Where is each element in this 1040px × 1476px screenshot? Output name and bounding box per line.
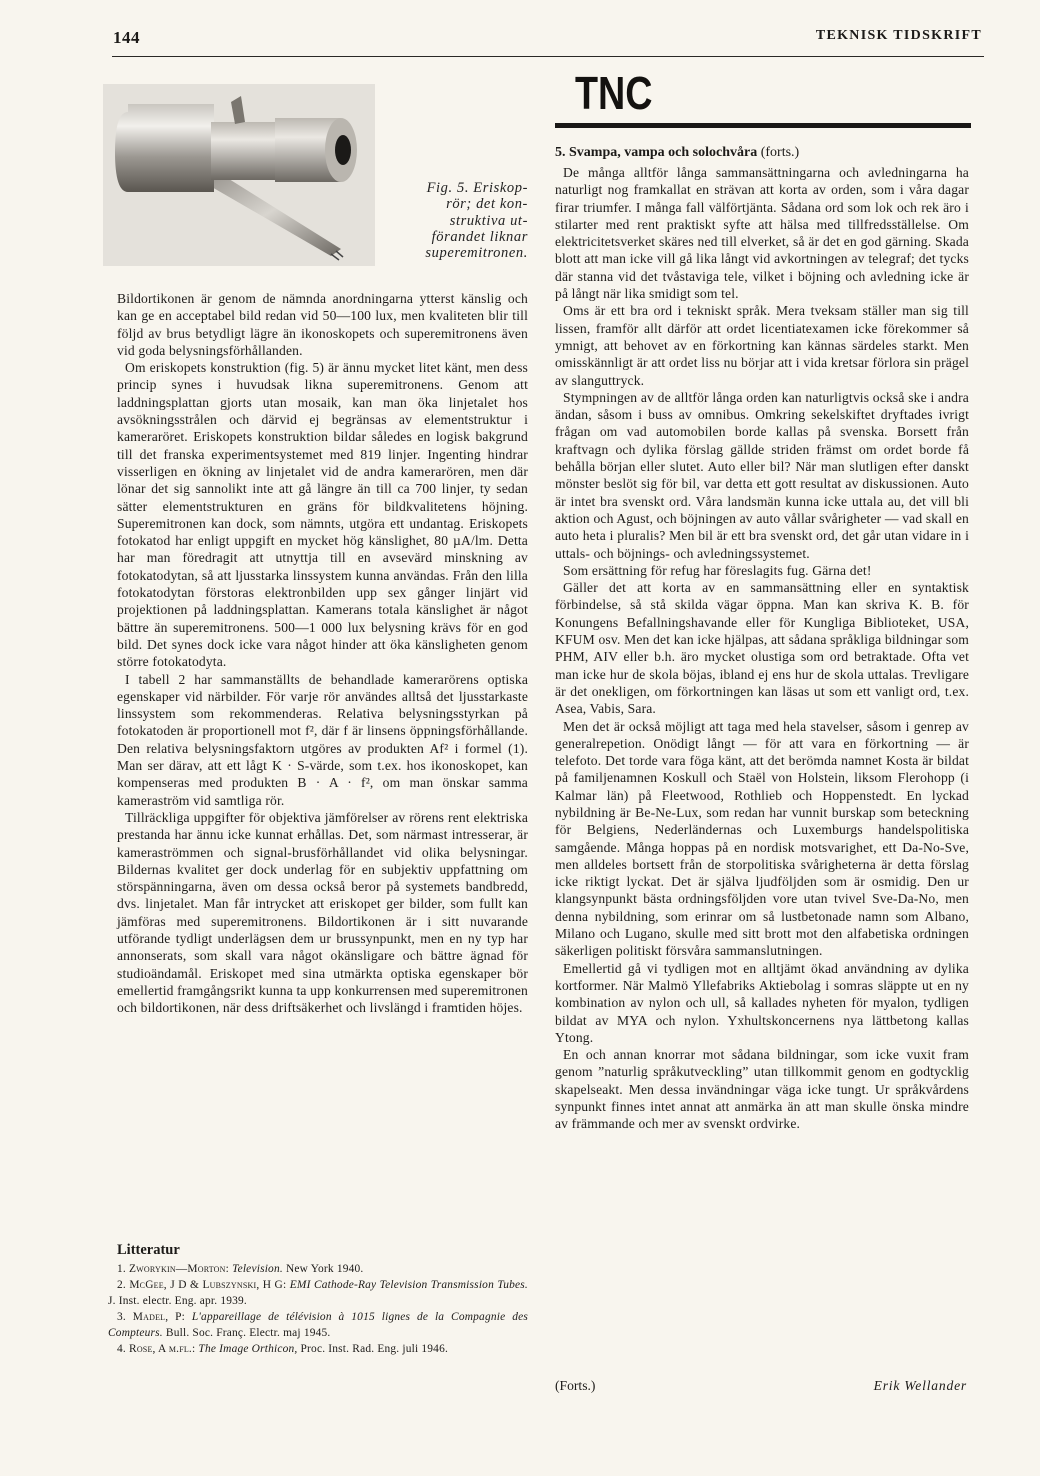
reference-source: Bull. Soc. Franç. Electr. maj 1945. xyxy=(165,1326,331,1339)
reference-number: 2. xyxy=(117,1278,126,1291)
reference-number: 1. xyxy=(117,1263,126,1275)
paragraph: Bildortikonen är genom de nämnda anordningarna ytterst känslig och kan ge en acceptabel bild redan vid 50—100 lux, men kvaliteten blir till följd av brus betydligt lägre än ikonoskopets och superemitronens även vid goda belysningsförhållanden. xyxy=(117,291,528,358)
reference-title: L'appareillage de télévision à 1015 lignes de la Compagnie des Compteurs. xyxy=(108,1310,528,1339)
figure-caption xyxy=(406,180,528,261)
figure-caption-line: struktiva ut- xyxy=(449,212,528,229)
reference-number: 3. xyxy=(117,1310,126,1323)
reference-title: Television. xyxy=(232,1263,283,1275)
reference-authors: Rose, A m.fl.: xyxy=(129,1342,196,1355)
paragraph: Gäller det att korta av en sammansättning eller en syntaktisk förbindelse, så stå skilda vägar öppna. Man kan skriva K. B. för Konungens Befallningshavande eller för Kungliga Biblioteket, USA, KFUM osv. Men det kan icke hjälpas, att sådana språkliga bildningar som PHM, AIV eller b.h. äro mycket olustiga som ord betraktade. Ofta vet man icke hur de skola böjas, ibland ej ens hur de skola uttalas. Trevligare är det onekligen, om förkortningen kan läsas ut som ett vanligt ord, t.ex. Asea, Vabis, Sara. xyxy=(555,580,969,717)
paragraph: I tabell 2 har sammanställts de behandlade kamerarörens optiska egenskaper vid närbilder. För varje rör användes alltså det ljusstarkaste linssystem som rekommenderas. Relativa belysningsstyrkan på fotokatoden är proportionell mot f², där f är linsens öppningsförhållande. Den relativa belysningsfaktorn utgöres av produkten Af² i formel (1). Man ser därav, att ett lågt K · S-värde, som t.ex. hos ikonoskopet, kan kompenseras med produkten B · A · f², om man önskar samma kameraström vid samtliga rör. xyxy=(117,671,528,808)
section-title-tnc: TNC xyxy=(575,67,653,119)
section-heading xyxy=(555,145,975,161)
paragraph: Stympningen av de alltför långa orden kan naturligtvis också ske i andra ändan, såsom i buss av omnibus. Omkring sekelskiftet dryftades ivrigt frågan om vad automobilen borde kallas på svenska. Borsett från kraftvagn och dylika förslag gällde striden främst om ordet borde få behålla början eller slutet. Auto eller bil? När man slutligen efter danskt mönster beslöt sig för bil, var detta ett gott resultat av diskussionen. Auto är intet bra svenskt ord. Våra landsmän kunna icke uttala au, det vill bli aktion och Agust, och böjningen av auto vållar svårigheter — vad skall en auto heta i pluralis? Men bil är ett bra svenskt ord, det går utan vidare in i uttals- och böjnings- och avledningssystemet. xyxy=(555,389,969,561)
reference-authors: McGee, J D & Lubszynski, H G: xyxy=(129,1278,287,1291)
reference-source: Proc. Inst. Rad. Eng. juli 1946. xyxy=(300,1342,449,1355)
paragraph: Men det är också möjligt att taga med hela stavelser, såsom i genrep av generalrepetion. Onödigt långt — för att vara en förkortning — är telefoto. Det torde vara föga känt, att det berömda namnet Kosta är bildat på familjenamnen Koskull och Staël von Holstein, liksom Flerohopp (i Kalmar län) på Fleetwood, Rothlieb och Hoppenstedt. En lyckad nybildning är Be-Ne-Lux, som redan har vunnit burskap som beteckning för Belgiens, Nederländernas och Luxemburgs handelspolitiska samgående. Många hoppas på en nordisk motsvarighet, ett Da-No-Sve, men alldeles bortsett från de storpolitiska svårigheterna är detta förslag icke riktigt lyckat. Det är själva ljudföljden som är osmidig. Den ur klangsynpunkt bästa ordningsföljden vore utan tvivel Sve-Da-No, men denna nybildning, som erinrar om så lustbetonade namn som Albano, Milano och Lugano, skulle med sitt brott mot den alfabetiska ordningen säkerligen politiskt försvåra sammanslutningen. xyxy=(555,718,969,959)
figure-caption-line: Fig. 5. Eriskop- xyxy=(426,180,528,196)
reference-source: New York 1940. xyxy=(285,1263,364,1275)
header-rule xyxy=(112,56,984,57)
paragraph: En och annan knorrar mot sådana bildningar, som icke vuxit fram genom ”naturlig språkutveckling” utan tillkommit genom en godtycklig skapelseakt. Men dessa invändningar väga icke tungt. Ur språkvårdens synpunkt finnes intet annat att anmärka än att man skulle önska mindre av främmande och mer av svenskt ordvirke. xyxy=(555,1047,969,1132)
page-number: 144 xyxy=(113,28,140,47)
literature-heading: Litteratur xyxy=(117,1242,180,1258)
paragraph: De många alltför långa sammansättningarna och avledningarna ha naturligt nog framkallat en strävan att korta av orden, som i våra dagar firar triumfer. I många fall välförtjänta. Sådana ord som lok och rek äro i stilarter med rent praktiskt syfte att hälsa med tillfredsställelse. Om elektricitetsverket skäres ned till elverket, så är det en god gärning. Skada blott att man icke vill gå lika långt vid avkortningen av telegraf; det tycks där stanna vid det tvåstaviga tele, vilket i böjning och avledning icke är på långt när lika smidigt som tel. xyxy=(555,165,969,302)
reference-item xyxy=(108,1342,528,1358)
paragraph: Emellertid gå vi tydligen mot en alltjämt ökad användning av dylika kortformer. När Malmö Yllefabriks Aktiebolag i somras släppte ut en ny kombination av nylon och ull, så kallades nyheten för myalon, tydligen bildat av MYA och nylon. Yxhultskoncernens nya lättbetong kallas Ytong. xyxy=(555,960,969,1045)
reference-source: J. Inst. electr. Eng. apr. 1939. xyxy=(108,1294,247,1307)
figure-caption-line: förandet liknar xyxy=(431,228,528,245)
section-heading-suffix: (forts.) xyxy=(760,145,800,160)
camera-tube-icon xyxy=(103,84,375,266)
reference-authors: Zworykin—Morton: xyxy=(129,1263,230,1275)
reference-title: The Image Orthicon, xyxy=(198,1342,298,1355)
literature-list xyxy=(108,1262,528,1357)
paragraph: Oms är ett bra ord i tekniskt språk. Mera tveksam ställer man sig till lissen, framför allt därför att ordet licentiatexamen icke förekommer så ymnigt, att behovet av en förkortning kan kännas särdeles starkt. Men omisskännligt är att ordet liss nu börjar att i vida kretsar förlora sin prägel av slanguttryck. xyxy=(555,303,969,388)
paragraph: Om eriskopets konstruktion (fig. 5) är ännu mycket litet känt, men dess princip synes i huvudsak likna superemitronens. Genom att laddningsplattan gjorts utan mosaik, kan man öka linjetalet hos avsökningsstrålen och därvid ej begränsas av elementstruktur i kameraröret. Eriskopets konstruktion bildar således en logisk bakgrund till det franska experimentsystemet med 819 linjer. Ingenting hindrar visserligen en ökning av linjetalet vid de andra kamerarören, men där lönar det sig sannolikt inte att gå längre än till ca 700 linjer, ty sedan sätter elementstrukturen en gräns för bildkvalitetens höjning. Superemitronen kan dock, som nämnts, utgöra ett undantag. Eriskopets fotokatod har enligt uppgift en mycket hög känslighet, 80 µA/lm. Detta har man föredragit att utnyttja till en avsevärd minskning av fotokatodytan, så att ljusstarka linssystem kunna användas. Från den lilla fotokatodytan förstoras elektronbilden upp sex gånger linjärt vid projektionen på laddningsplattan. Kamerans totala känslighet är något bättre än superemitronens. 500—1 000 lux belysning krävs för en god bild. Det synes dock icke vara något hinder att öka känsligheten genom större fotokatodyta. xyxy=(117,360,528,670)
figure-caption-line: superemitronen. xyxy=(425,245,528,262)
author-name: Erik Wellander xyxy=(873,1378,967,1393)
paragraph: Som ersättning för refug har föreslagits fug. Gärna det! xyxy=(563,562,872,578)
article-signoff xyxy=(555,1378,969,1394)
reference-authors: Madel, P: xyxy=(132,1310,186,1323)
section-heading-title: 5. Svampa, vampa och solochvåra xyxy=(555,145,758,160)
reference-title: EMI Cathode-Ray Television Transmission Tubes. xyxy=(289,1278,528,1291)
left-column-article xyxy=(117,290,528,1016)
right-column-article xyxy=(555,164,969,1133)
figure-photo xyxy=(103,84,375,266)
reference-item xyxy=(108,1278,528,1310)
continued-label: (Forts.) xyxy=(555,1378,596,1393)
figure-caption-line: rör; det kon- xyxy=(446,196,528,213)
running-title: TEKNISK TIDSKRIFT xyxy=(815,28,982,43)
reference-item xyxy=(108,1310,528,1342)
section-rule xyxy=(555,123,971,128)
reference-number: 4. xyxy=(117,1342,126,1355)
reference-item xyxy=(108,1262,528,1278)
paragraph: Tillräckliga uppgifter för objektiva jämförelser av rörens rent elektriska prestanda har ännu icke kunnat erhållas. Det, som närmast intresserar, är kameraströmmen och signal-brusförhållandet vid olika belysningar. Bildernas kvalitet ger dock underlag för en subjektiv uppfattning om störspänningarna, även om dessa också beror på systemets bandbredd, dvs. linjetalet. Man får intrycket att eriskopet ger bilder, som fullt kan jämföras med superemitronens. Bildortikonen är i sitt nuvarande utförande tydligt underlägsen dem ur brussynpunkt, men en ny typ har annonserats, som skall vara något okänsligare och bättre ägnad för studioändamål. Eriskopet med sina utmärkta optiska egenskaper bör emellertid framgångsrikt kunna ta upp konkurrensen med superemitronen och bildortikonen, när dess driftsäkerhet och livslängd i framtiden höjes. xyxy=(117,809,528,1016)
